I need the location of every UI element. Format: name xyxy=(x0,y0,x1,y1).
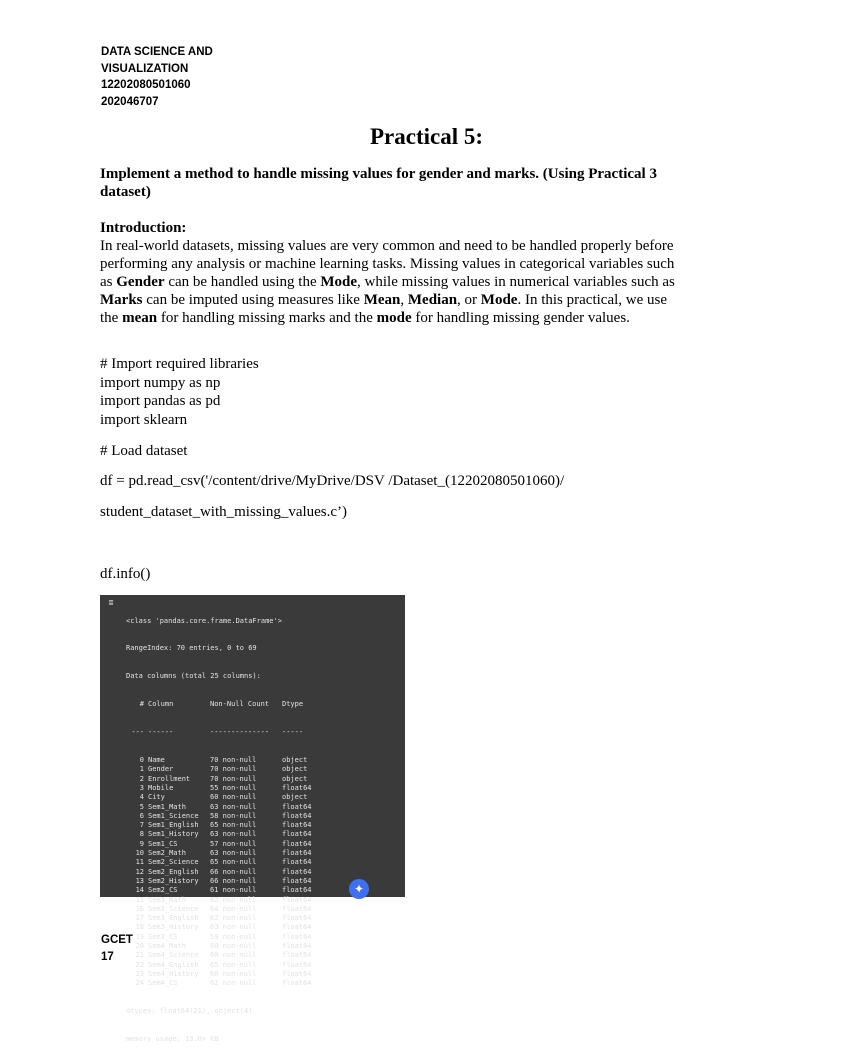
console-column-row: 9 Sem1_CS 57 non-null float64 xyxy=(139,839,312,848)
page-number: 17 xyxy=(101,950,114,963)
header-subject-line2: VISUALIZATION xyxy=(101,62,189,75)
console-dtypes-line: dtypes: float64(21), object(4) xyxy=(126,1007,253,1016)
code-import-pandas: import pandas as pd xyxy=(100,393,221,409)
output-icon[interactable]: ≣ xyxy=(108,598,114,607)
code-import-comment: # Import required libraries xyxy=(100,356,259,372)
code-read-csv: df = pd.read_csv('/content/drive/MyDrive/DSV /Dataset_(12202080501060)/ xyxy=(100,473,565,489)
code-import-sklearn: import sklearn xyxy=(100,412,188,428)
console-column-row: 19 Sem3_CS 59 non-null float64 xyxy=(135,932,312,941)
console-column-row: 2 Enrollment 70 non-null object xyxy=(139,774,308,783)
console-column-row: 0 Name 70 non-null object xyxy=(139,756,308,765)
header-id: 202046707 xyxy=(101,95,159,108)
console-column-row: 13 Sem2_History 66 non-null float64 xyxy=(135,876,312,885)
header-subject-line1: DATA SCIENCE AND xyxy=(101,46,213,58)
console-header-row: # Column Non-Null Count Dtype xyxy=(139,700,304,709)
console-column-row: 10 Sem2_Math 63 non-null float64 xyxy=(135,849,312,858)
code-info-call: df.info() xyxy=(100,566,151,582)
console-column-row: 24 Sem4_CS 62 non-null float64 xyxy=(135,979,312,988)
console-column-row: 18 Sem3_History 63 non-null float64 xyxy=(135,923,312,932)
code-read-csv-cont: student_dataset_with_missing_values.c’) xyxy=(100,504,348,520)
document-header xyxy=(101,44,213,110)
console-column-row: 16 Sem3_Science 64 non-null float64 xyxy=(135,904,312,913)
console-data-cols-line: Data columns (total 25 columns): xyxy=(126,672,261,681)
console-column-row: 4 City 60 non-null object xyxy=(139,793,308,802)
console-column-row: 11 Sem2_Science 65 non-null float64 xyxy=(135,858,312,867)
footer-org: GCET xyxy=(101,934,133,946)
console-column-row: 20 Sem4_Math 68 non-null float64 xyxy=(135,941,312,950)
aim-text: Implement a method to handle missing values for gender and marks. (Using Practical 3 dataset) xyxy=(100,166,657,200)
code-load-comment: # Load dataset xyxy=(100,443,188,459)
console-column-row: 5 Sem1_Math 63 non-null float64 xyxy=(139,802,312,811)
page-title: Practical 5: xyxy=(369,124,484,149)
console-separator-row: --- ------ -------------- ----- xyxy=(131,728,304,737)
console-column-row: 23 Sem4_History 68 non-null float64 xyxy=(135,969,312,978)
console-class-line: <class 'pandas.core.frame.DataFrame'> xyxy=(126,616,282,625)
console-column-row: 7 Sem1_English 65 non-null float64 xyxy=(139,821,312,830)
console-column-row: 14 Sem2_CS 61 non-null float64 xyxy=(135,886,312,895)
console-column-row: 6 Sem1_Science 58 non-null float64 xyxy=(139,811,312,820)
console-column-row: 8 Sem1_History 63 non-null float64 xyxy=(139,830,312,839)
code-import-numpy: import numpy as np xyxy=(100,375,221,391)
console-column-row: 21 Sem4_Science 60 non-null float64 xyxy=(135,951,312,960)
console-memory-line: memory usage: 13.8+ KB xyxy=(126,1034,219,1043)
console-column-row: 15 Sem3_Math 62 non-null float64 xyxy=(135,895,312,904)
introduction-heading: Introduction: xyxy=(100,220,187,236)
console-text xyxy=(126,598,312,1063)
document-footer xyxy=(101,932,133,965)
console-range-line: RangeIndex: 70 entries, 0 to 69 xyxy=(126,644,257,653)
console-rows xyxy=(126,756,312,988)
console-column-row: 1 Gender 70 non-null object xyxy=(139,765,308,774)
console-column-row: 22 Sem4_English 65 non-null float64 xyxy=(135,960,312,969)
sparkle-icon[interactable]: ✦ xyxy=(349,879,369,899)
console-column-row: 12 Sem2_English 66 non-null float64 xyxy=(135,867,312,876)
header-enrollment: 12202080501060 xyxy=(101,79,191,91)
console-column-row: 3 Mobile 55 non-null float64 xyxy=(139,783,312,792)
introduction-paragraph: In real-world datasets, missing values are very common and need to be handled properly before performing any analysis or machine learning tasks. Missing values in categorical variables such as Gender can be handled using the Mode, while missing values in numerical variables such as Marks can be imputed using measures like Mean, Median, or Mode. In this practical, we use the mean for handling missing marks and the mode for handling missing gender values. xyxy=(100,238,675,326)
console-column-row: 17 Sem3_English 62 non-null float64 xyxy=(135,914,312,923)
